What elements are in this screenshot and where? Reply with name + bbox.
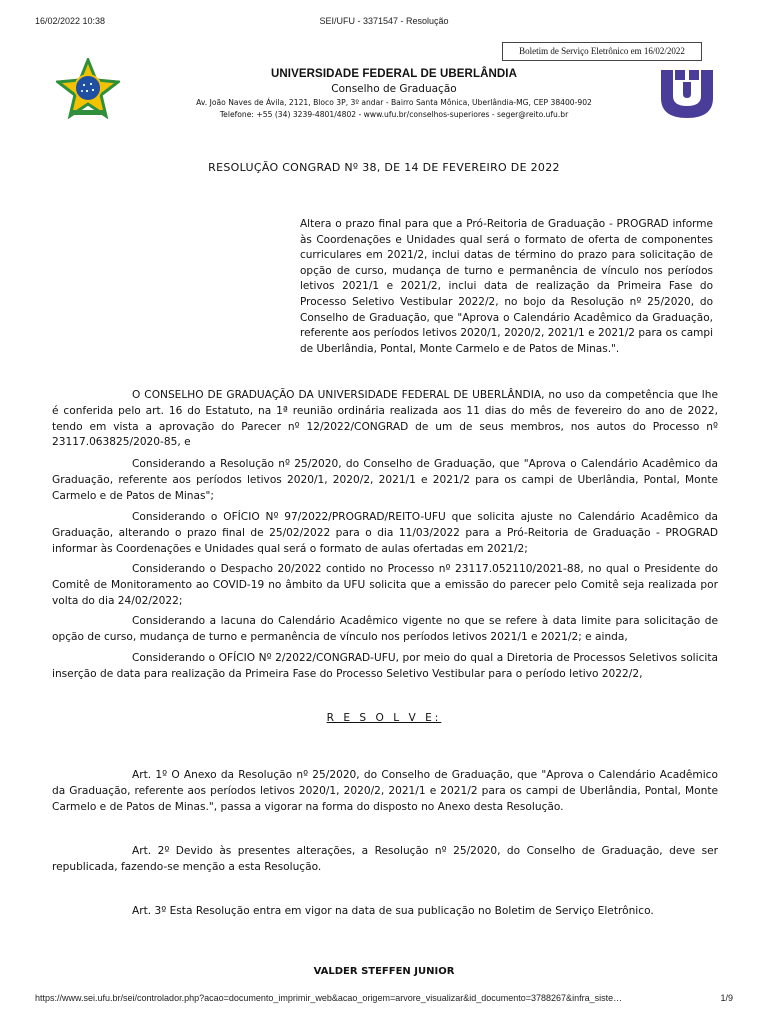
page-number: 1/9 [720,993,733,1003]
brasao-republica-icon [56,58,120,120]
print-title: SEI/UFU - 3371547 - Resolução [319,16,449,26]
ementa: Altera o prazo final para que a Pró-Reitoria de Graduação - PROGRAD informe às Coordenações e Unidades qual será o formato de oferta de componentes curriculares em 2021/2, inclui datas de término do prazo para solicitação de opção de curso, mudança de turno e permanência de vínculo nos períodos letivos 2021/1 e 2021/2, inclui data de realização da Primeira Fase do Processo Seletivo Vestibular 2022/2, no bojo da Resolução nº 25/2020, do Conselho de Graduação, que "Aprova o Calendário Acadêmico da Graduação, referente aos períodos letivos 2020/1, 2020/2, 2021/1 e 2021/2 para os campi de Uberlândia, Pontal, Monte Carmelo e de Patos de Minas.". [300,218,713,355]
resolve-heading: R E S O L V E: [326,712,442,724]
resolution-title: RESOLUÇÃO CONGRAD Nº 38, DE 14 DE FEVEREIRO DE 2022 [208,161,560,174]
article-1: Art. 1º O Anexo da Resolução nº 25/2020, do Conselho de Graduação, que "Aprova o Calendário Acadêmico da Graduação, referente aos períodos letivos 2020/1, 2020/2, 2021/1 e 2021/2 para os campi de Uberlândia, Pontal, Monte Carmelo e de Patos de Minas.", passa a vigorar na forma do disposto no Anexo desta Resolução. [52,769,718,813]
print-url: https://www.sei.ufu.br/sei/controlador.php?acao=documento_imprimir_web&acao_origem=arvore_visualizar&id_documento=3788267&infra_siste… [35,993,623,1003]
article-3: Art. 3º Esta Resolução entra em vigor na data de sua publicação no Boletim de Serviço Eletrônico. [132,905,654,917]
council-name: Conselho de Graduação [331,83,457,95]
contact-line: Telefone: +55 (34) 3239-4801/4802 - www.ufu.br/conselhos-superiores - seger@reito.ufu.br [219,110,569,119]
preamble-paragraph: Considerando o Despacho 20/2022 contido no Processo nº 23117.052110/2021-88, no qual o Presidente do Comitê de Monitoramento ao COVID-19 no âmbito da UFU solicita que a emissão do parecer pelo Comitê seja realizada por volta do dia 24/02/2022; [52,563,718,607]
university-name: UNIVERSIDADE FEDERAL DE UBERLÂNDIA [271,68,517,80]
preamble-paragraph: Considerando a Resolução nº 25/2020, do Conselho de Graduação, que "Aprova o Calendário Acadêmico da Graduação, referente aos períodos letivos 2020/1, 2020/2, 2021/1 e 2021/2 para os campi de Uberlândia, Pontal, Monte Carmelo e de Patos de Minas"; [52,458,718,502]
preamble-paragraph: Considerando o OFÍCIO Nº 2/2022/CONGRAD-UFU, por meio do qual a Diretoria de Processos Seletivos solicita inserção de data para realização da Primeira Fase do Processo Seletivo Vestibular para o período letivo 2022/2, [52,652,718,680]
print-datetime: 16/02/2022 10:38 [35,16,106,26]
preamble-paragraph: O CONSELHO DE GRADUAÇÃO DA UNIVERSIDADE FEDERAL DE UBERLÂNDIA, no uso da competência que lhe é conferida pelo art. 16 do Estatuto, na 1ª reunião ordinária realizada aos 11 dias do mês de fevereiro do ano de 2022, tendo em vista a aprovação do Parecer nº 12/2022/CONGRAD de um de seus membros, nos autos do Processo nº 23117.063825/2020-85, e [52,389,718,449]
article-2: Art. 2º Devido às presentes alterações, a Resolução nº 25/2020, do Conselho de Graduação, deve ser republicada, fazendo-se menção a esta Resolução. [52,845,718,873]
ufu-logo-icon [655,64,719,122]
address-line: Av. João Naves de Ávila, 2121, Bloco 3P, 3º andar - Bairro Santa Mônica, Uberlândia-MG, CEP 38400-902 [196,98,592,107]
signer-name: VALDER STEFFEN JUNIOR [313,966,455,977]
letterhead [150,68,638,119]
bulletin-box: Boletim de Serviço Eletrônico em 16/02/2022 [502,42,702,61]
preamble-paragraph: Considerando o OFÍCIO Nº 97/2022/PROGRAD/REITO-UFU que solicita ajuste no Calendário Acadêmico da Graduação, alterando o prazo final de 25/02/2022 para o dia 11/03/2022 para a Pró-Reitoria de Graduação - PROGRAD informar às Coordenações e Unidades qual será o formato de aulas ofertadas em 2021/2; [52,511,718,555]
print-footer [35,993,733,1003]
preamble-paragraph: Considerando a lacuna do Calendário Acadêmico vigente no que se refere à data limite para solicitação de opção de curso, mudança de turno e permanência de vínculo nos períodos letivos 2021/1 e 2021/2; e ainda, [52,615,718,643]
